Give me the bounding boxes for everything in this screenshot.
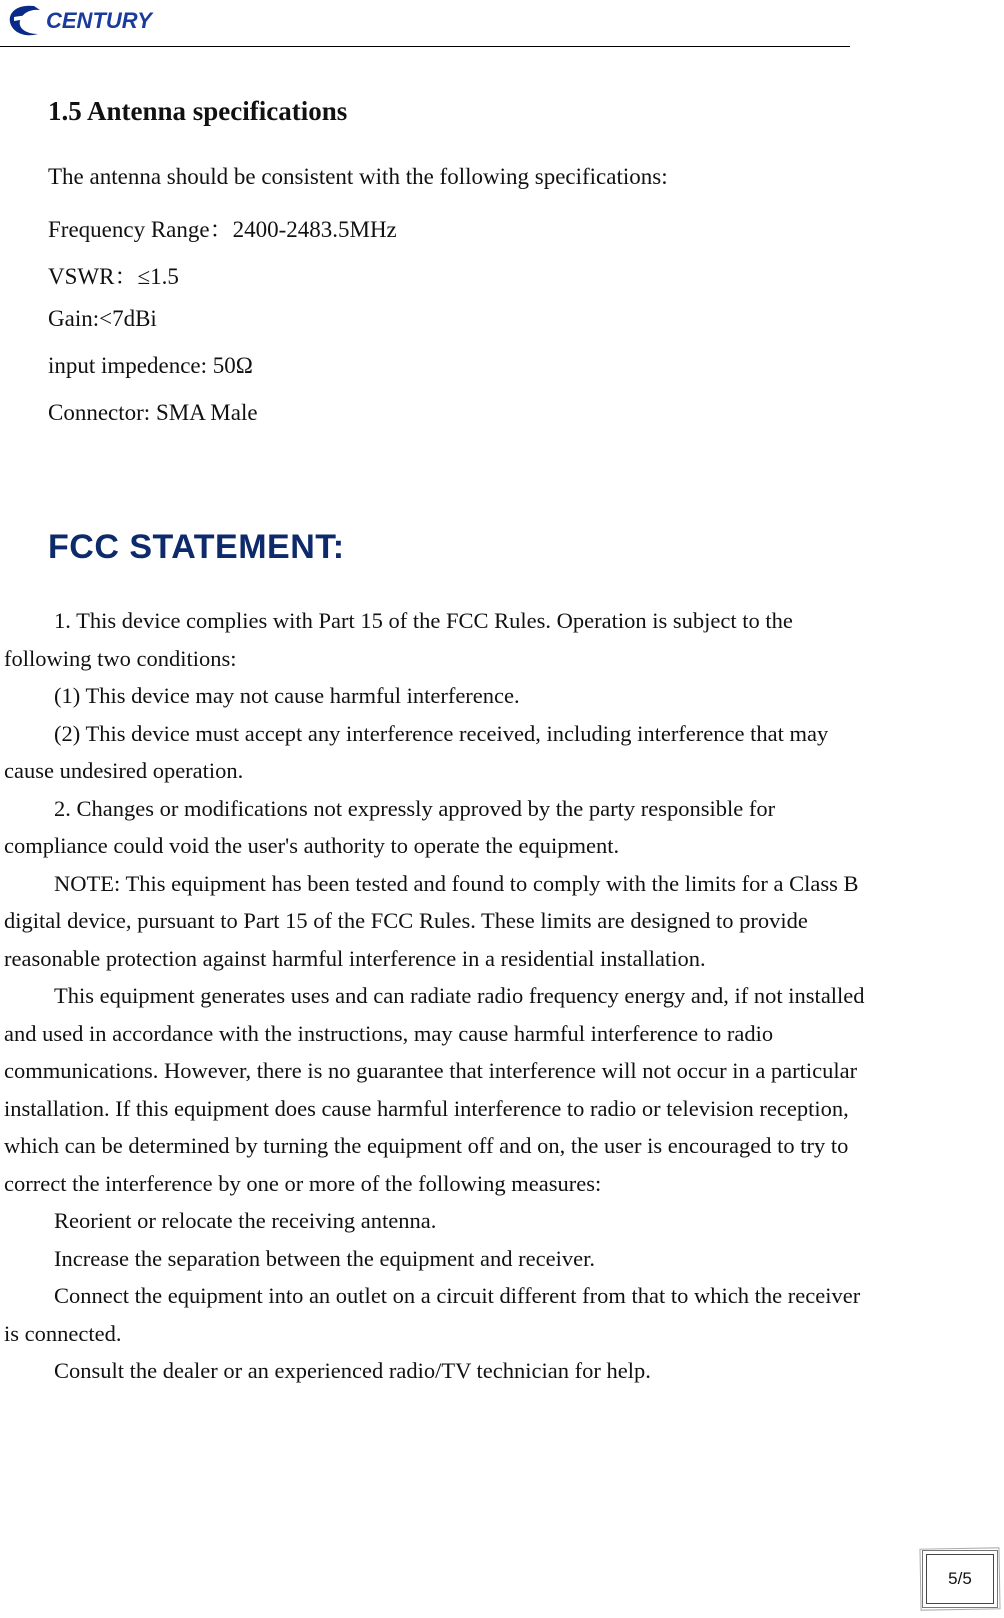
header-divider	[0, 46, 850, 47]
fcc-statement-body	[4, 602, 870, 1390]
page-number: 5/5	[926, 1554, 994, 1604]
fcc-paragraph: 2. Changes or modifications not expressly approved by the party responsible for compliance could void the user's authority to operate the equipment.	[4, 795, 776, 858]
spec-connector: Connector: SMA Male	[48, 400, 258, 425]
antenna-intro: The antenna should be consistent with the following specifications:	[48, 164, 668, 189]
page-number-box	[920, 1548, 1000, 1608]
century-logo-icon	[4, 0, 174, 44]
spec-impedance: input impedence: 50Ω	[48, 353, 253, 378]
brand-text: CENTURY	[46, 8, 152, 33]
fcc-paragraph: 1. This device complies with Part 15 of the FCC Rules. Operation is subject to the following two conditions:	[4, 608, 793, 671]
antenna-heading: 1.5 Antenna specifications	[48, 96, 348, 126]
spec-gain: Gain:<7dBi	[48, 306, 157, 331]
fcc-paragraph: This equipment generates uses and can radiate radio frequency energy and, if not installed and used in accordance with the instructions, may cause harmful interference to radio communications. However, there is no guarantee that interference will not occur in a particular installation. If this equipment does cause harmful interference to radio or television reception, which can be determined by turning the equipment off and on, the user is encouraged to try to correct the interference by one or more of the following measures:	[4, 983, 865, 1196]
fcc-paragraph: (1) This device may not cause harmful interference.	[54, 683, 520, 708]
fcc-heading: FCC STATEMENT:	[48, 528, 345, 566]
company-logo	[4, 0, 174, 44]
fcc-paragraph: Consult the dealer or an experienced radio/TV technician for help.	[54, 1358, 651, 1383]
fcc-paragraph: Connect the equipment into an outlet on a circuit different from that to which the receiver is connected.	[4, 1283, 861, 1346]
fcc-paragraph: (2) This device must accept any interference received, including interference that may cause undesired operation.	[4, 720, 829, 783]
fcc-paragraph: Reorient or relocate the receiving antenna.	[54, 1208, 437, 1233]
spec-frequency: Frequency Range：2400-2483.5MHz	[48, 217, 397, 242]
spec-vswr: VSWR：≤1.5	[48, 264, 179, 289]
fcc-paragraph: Increase the separation between the equipment and receiver.	[54, 1245, 595, 1271]
fcc-paragraph: NOTE: This equipment has been tested and found to comply with the limits for a Class B digital device, pursuant to Part 15 of the FCC Rules. These limits are designed to provide reasonable protection against harmful interference in a residential installation.	[4, 870, 859, 971]
